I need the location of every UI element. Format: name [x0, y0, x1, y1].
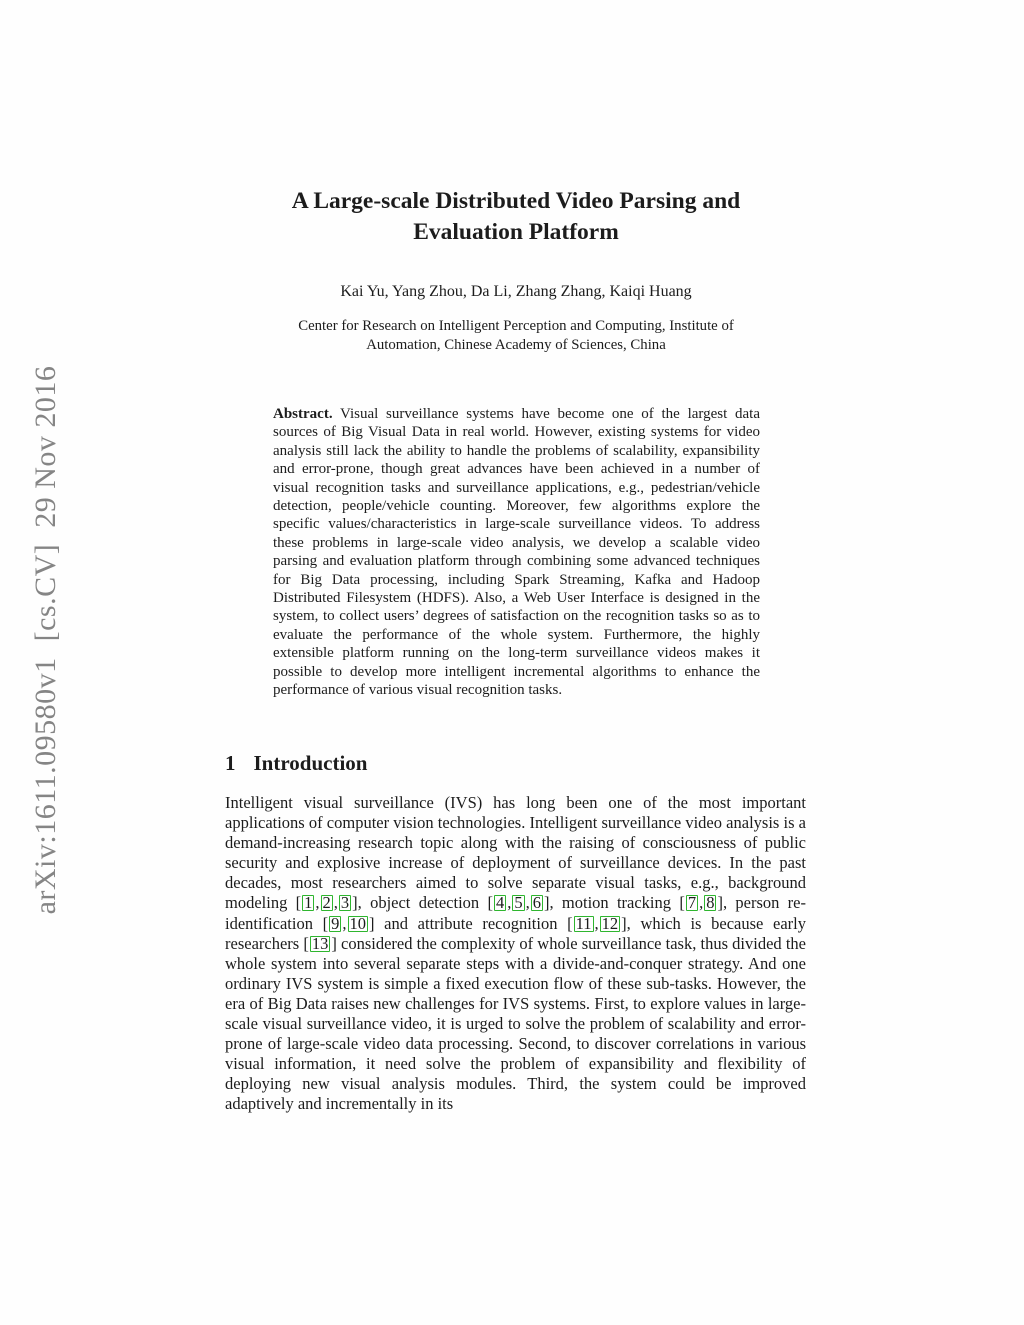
citation-link[interactable]: 4: [495, 893, 505, 913]
citation-link[interactable]: 3: [340, 893, 350, 913]
citation-link[interactable]: 11: [575, 913, 592, 933]
citation-link[interactable]: 1: [304, 893, 313, 913]
arxiv-watermark: arXiv:1611.09580v1 [cs.CV] 29 Nov 2016: [29, 365, 62, 915]
section-title: Introduction: [253, 751, 368, 775]
citation-link[interactable]: 10: [349, 913, 367, 933]
affiliation-line-1: Center for Research on Intelligent Perception and Computing, Institute of: [298, 318, 734, 334]
paper-title-line-2: Evaluation Platform: [413, 219, 619, 245]
section-number: 1: [225, 751, 236, 775]
citation-link[interactable]: 12: [601, 913, 619, 933]
citation-link[interactable]: 7: [687, 893, 697, 913]
abstract: [273, 405, 760, 700]
authors-line: Kai Yu, Yang Zhou, Da Li, Zhang Zhang, Kaiqi Huang: [340, 283, 692, 300]
citation-link[interactable]: 6: [532, 893, 541, 913]
abstract-text: Visual surveillance systems have become one of the largest data sources of Big Visual Data in real world. However, existing systems for video analysis still lack the ability to handle the problems of scalability, expansibility and error-prone, though great advances have been achieved in a number of visual recognition tasks and surveillance applications, e.g., pedestrian/vehicle detection, people/vehicle counting. Moreover, few algorithms explore the specific values/characteristics in large-scale surveillance videos. To address these problems in large-scale video analysis, we develop a scalable video parsing and evaluation platform through combining some advanced techniques for Big Data processing, including Spark Streaming, Kafka and Hadoop Distributed Filesystem (HDFS). Also, a Web User Interface is designed in the system, to collect users’ degrees of satisfaction on the recognition tasks so as to evaluate the performance of the whole system. Furthermore, the highly extensible platform running on the long-term surveillance videos makes it possible to develop more intelligent incremental algorithms to enhance the performance of various visual recognition tasks.: [273, 406, 760, 699]
affiliation-line-2: Automation, Chinese Academy of Sciences, China: [366, 337, 666, 353]
paper-title-line-1: A Large-scale Distributed Video Parsing and: [291, 188, 741, 214]
citation-link[interactable]: 5: [514, 893, 523, 913]
intro-paragraph: Intelligent visual surveillance (IVS) has long been one of the most important applications of computer vision technologies. Intelligent surveillance video analysis is a demand-increasing research topic along with the raising of consciousness of public security and explosive increase of deployment of surveillance devices. In the past decades, most researchers aimed to solve separate visual tasks, e.g., background modeling [ 1 , 2 , 3 ], object detection [ 4 , 5 , 6 ], motion tracking [ 7 , 8 ], person re-identification [ 9 , 10 ] and attribute recognition [ 11 , 12 ], which is because early researchers [ 13 ] considered the complexity of whole surveillance task, thus divided the whole system into several separate steps with a divide-and-conquer strategy. And one ordinary IVS system is simple a fixed execution flow of these sub-tasks. However, the era of Big Data raises new challenges for IVS systems. First, to explore values in large-scale visual surveillance video, it is urged to solve the problem of scalability and error-prone of large-scale video data processing. Second, to discover correlations in various visual information, it need solve the problem of expansibility and flexibility of deploying new visual analysis modules. Third, the system could be improved adaptively and incrementally in its: [225, 793, 806, 1114]
affiliation: [225, 317, 807, 355]
citation-link[interactable]: 13: [311, 933, 329, 953]
section-heading-introduction: [225, 751, 367, 776]
paper-title: [225, 186, 807, 248]
citation-link[interactable]: 8: [706, 893, 715, 913]
citation-link[interactable]: 2: [322, 893, 331, 913]
abstract-label: Abstract.: [273, 406, 333, 422]
citation-link[interactable]: 9: [331, 913, 340, 933]
